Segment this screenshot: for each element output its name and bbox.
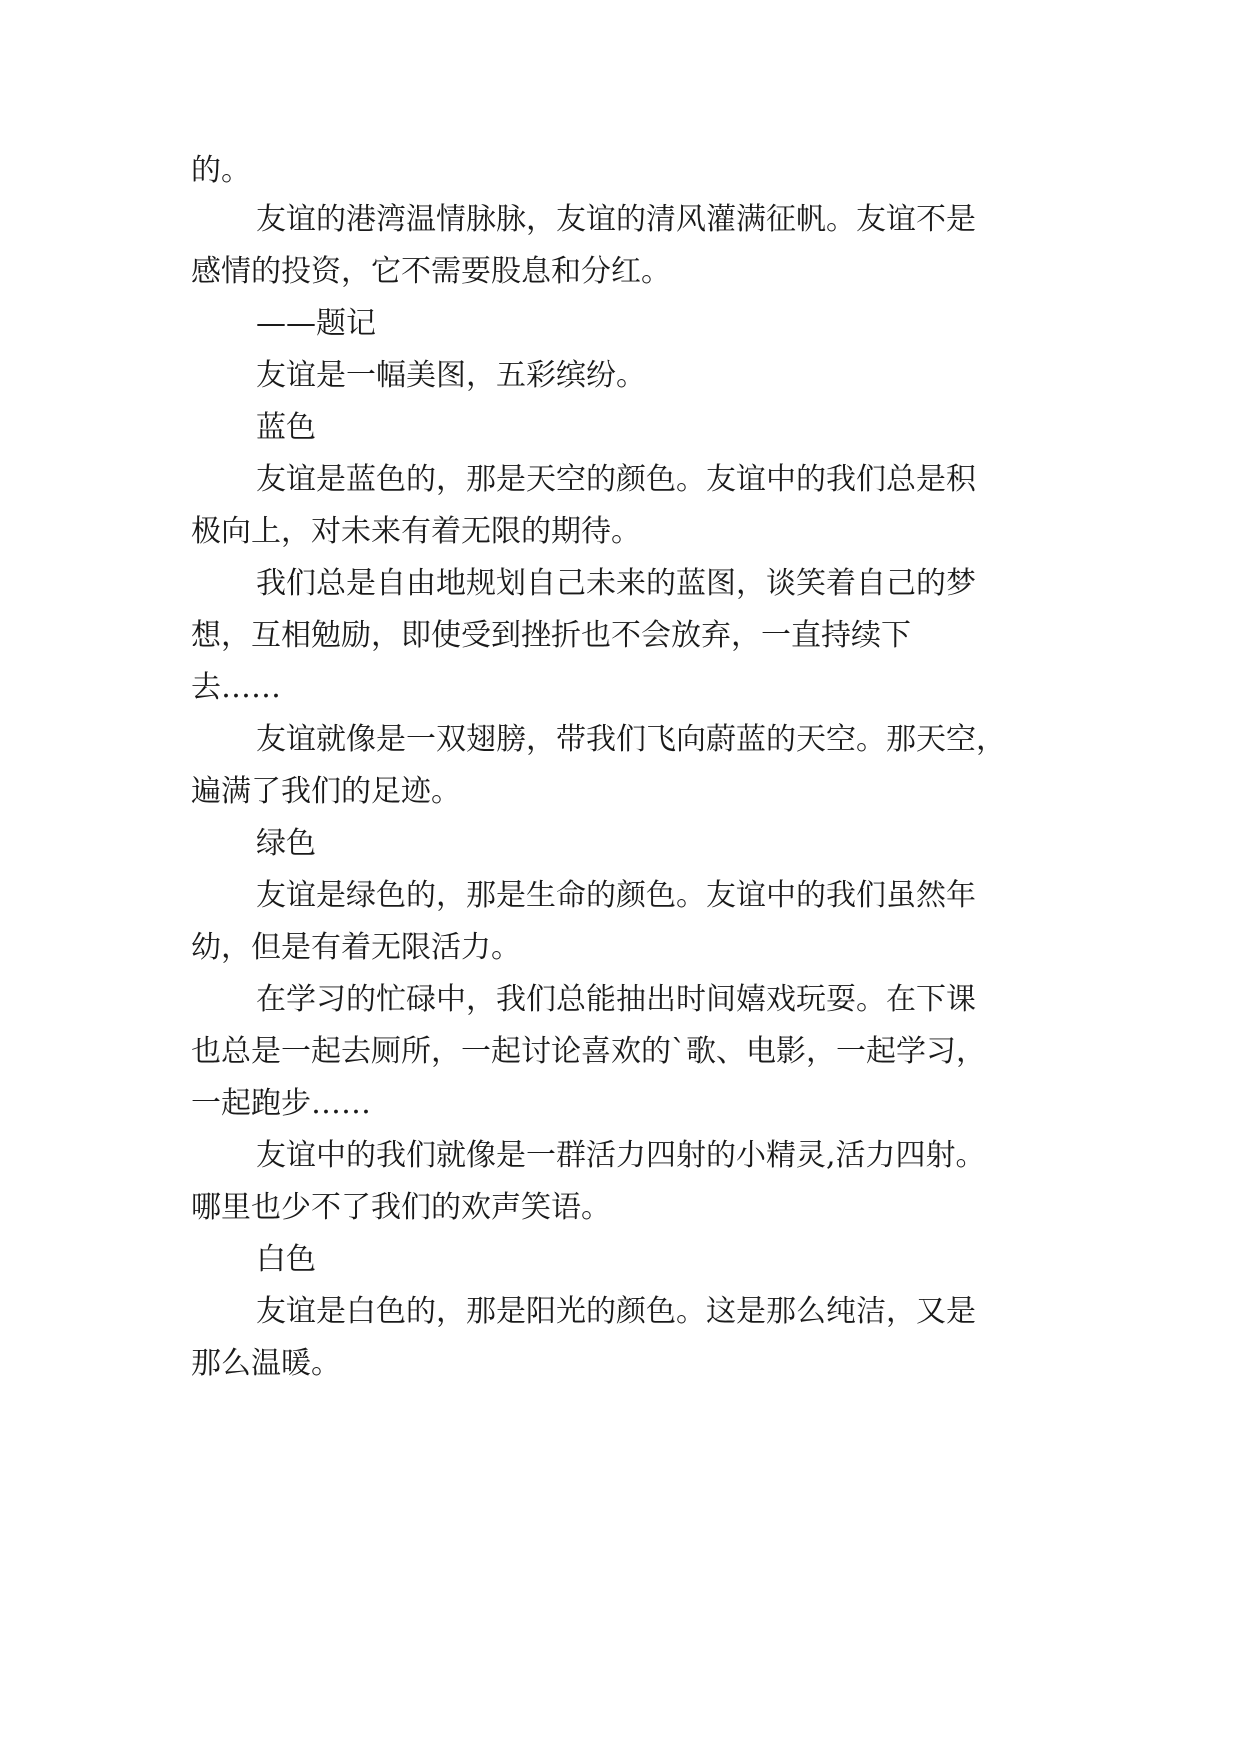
text-line: 感情的投资，它不需要股息和分红。	[191, 254, 671, 289]
paragraph-line: 友谊是蓝色的，那是天空的颜色。友谊中的我们总是积	[256, 462, 976, 497]
epigraph-attribution: ——题记	[256, 306, 376, 341]
paragraph-line: 在学习的忙碌中，我们总能抽出时间嬉戏玩耍。在下课	[256, 982, 976, 1017]
paragraph-line: 友谊是白色的，那是阳光的颜色。这是那么纯洁，又是	[256, 1294, 976, 1329]
paragraph-line: 友谊就像是一双翅膀，带我们飞向蔚蓝的天空。那天空，	[256, 722, 1006, 757]
paragraph-line: 友谊中的我们就像是一群活力四射的小精灵,活力四射。	[256, 1138, 986, 1173]
paragraph-line: 友谊是一幅美图，五彩缤纷。	[256, 358, 646, 393]
text-line: 一起跑步……	[191, 1086, 371, 1121]
section-heading-blue: 蓝色	[256, 410, 316, 445]
text-line: 哪里也少不了我们的欢声笑语。	[191, 1190, 611, 1225]
section-heading-green: 绿色	[256, 826, 316, 861]
text-line: 想，互相勉励，即使受到挫折也不会放弃，一直持续下	[191, 618, 911, 653]
text-line: 遍满了我们的足迹。	[191, 774, 461, 809]
text-line: 幼，但是有着无限活力。	[191, 930, 521, 965]
text-line: 的。	[191, 153, 251, 188]
text-line: 去……	[191, 670, 281, 705]
paragraph-line: 友谊是绿色的，那是生命的颜色。友谊中的我们虽然年	[256, 878, 976, 913]
text-line: 也总是一起去厕所，一起讨论喜欢的`歌、电影，一起学习，	[191, 1034, 986, 1069]
text-line: 极向上，对未来有着无限的期待。	[191, 514, 641, 549]
text-line: 那么温暖。	[191, 1346, 341, 1381]
section-heading-white: 白色	[256, 1242, 316, 1277]
paragraph-line: 友谊的港湾温情脉脉，友谊的清风灌满征帆。友谊不是	[256, 202, 976, 237]
paragraph-line: 我们总是自由地规划自己未来的蓝图，谈笑着自己的梦	[256, 566, 976, 601]
